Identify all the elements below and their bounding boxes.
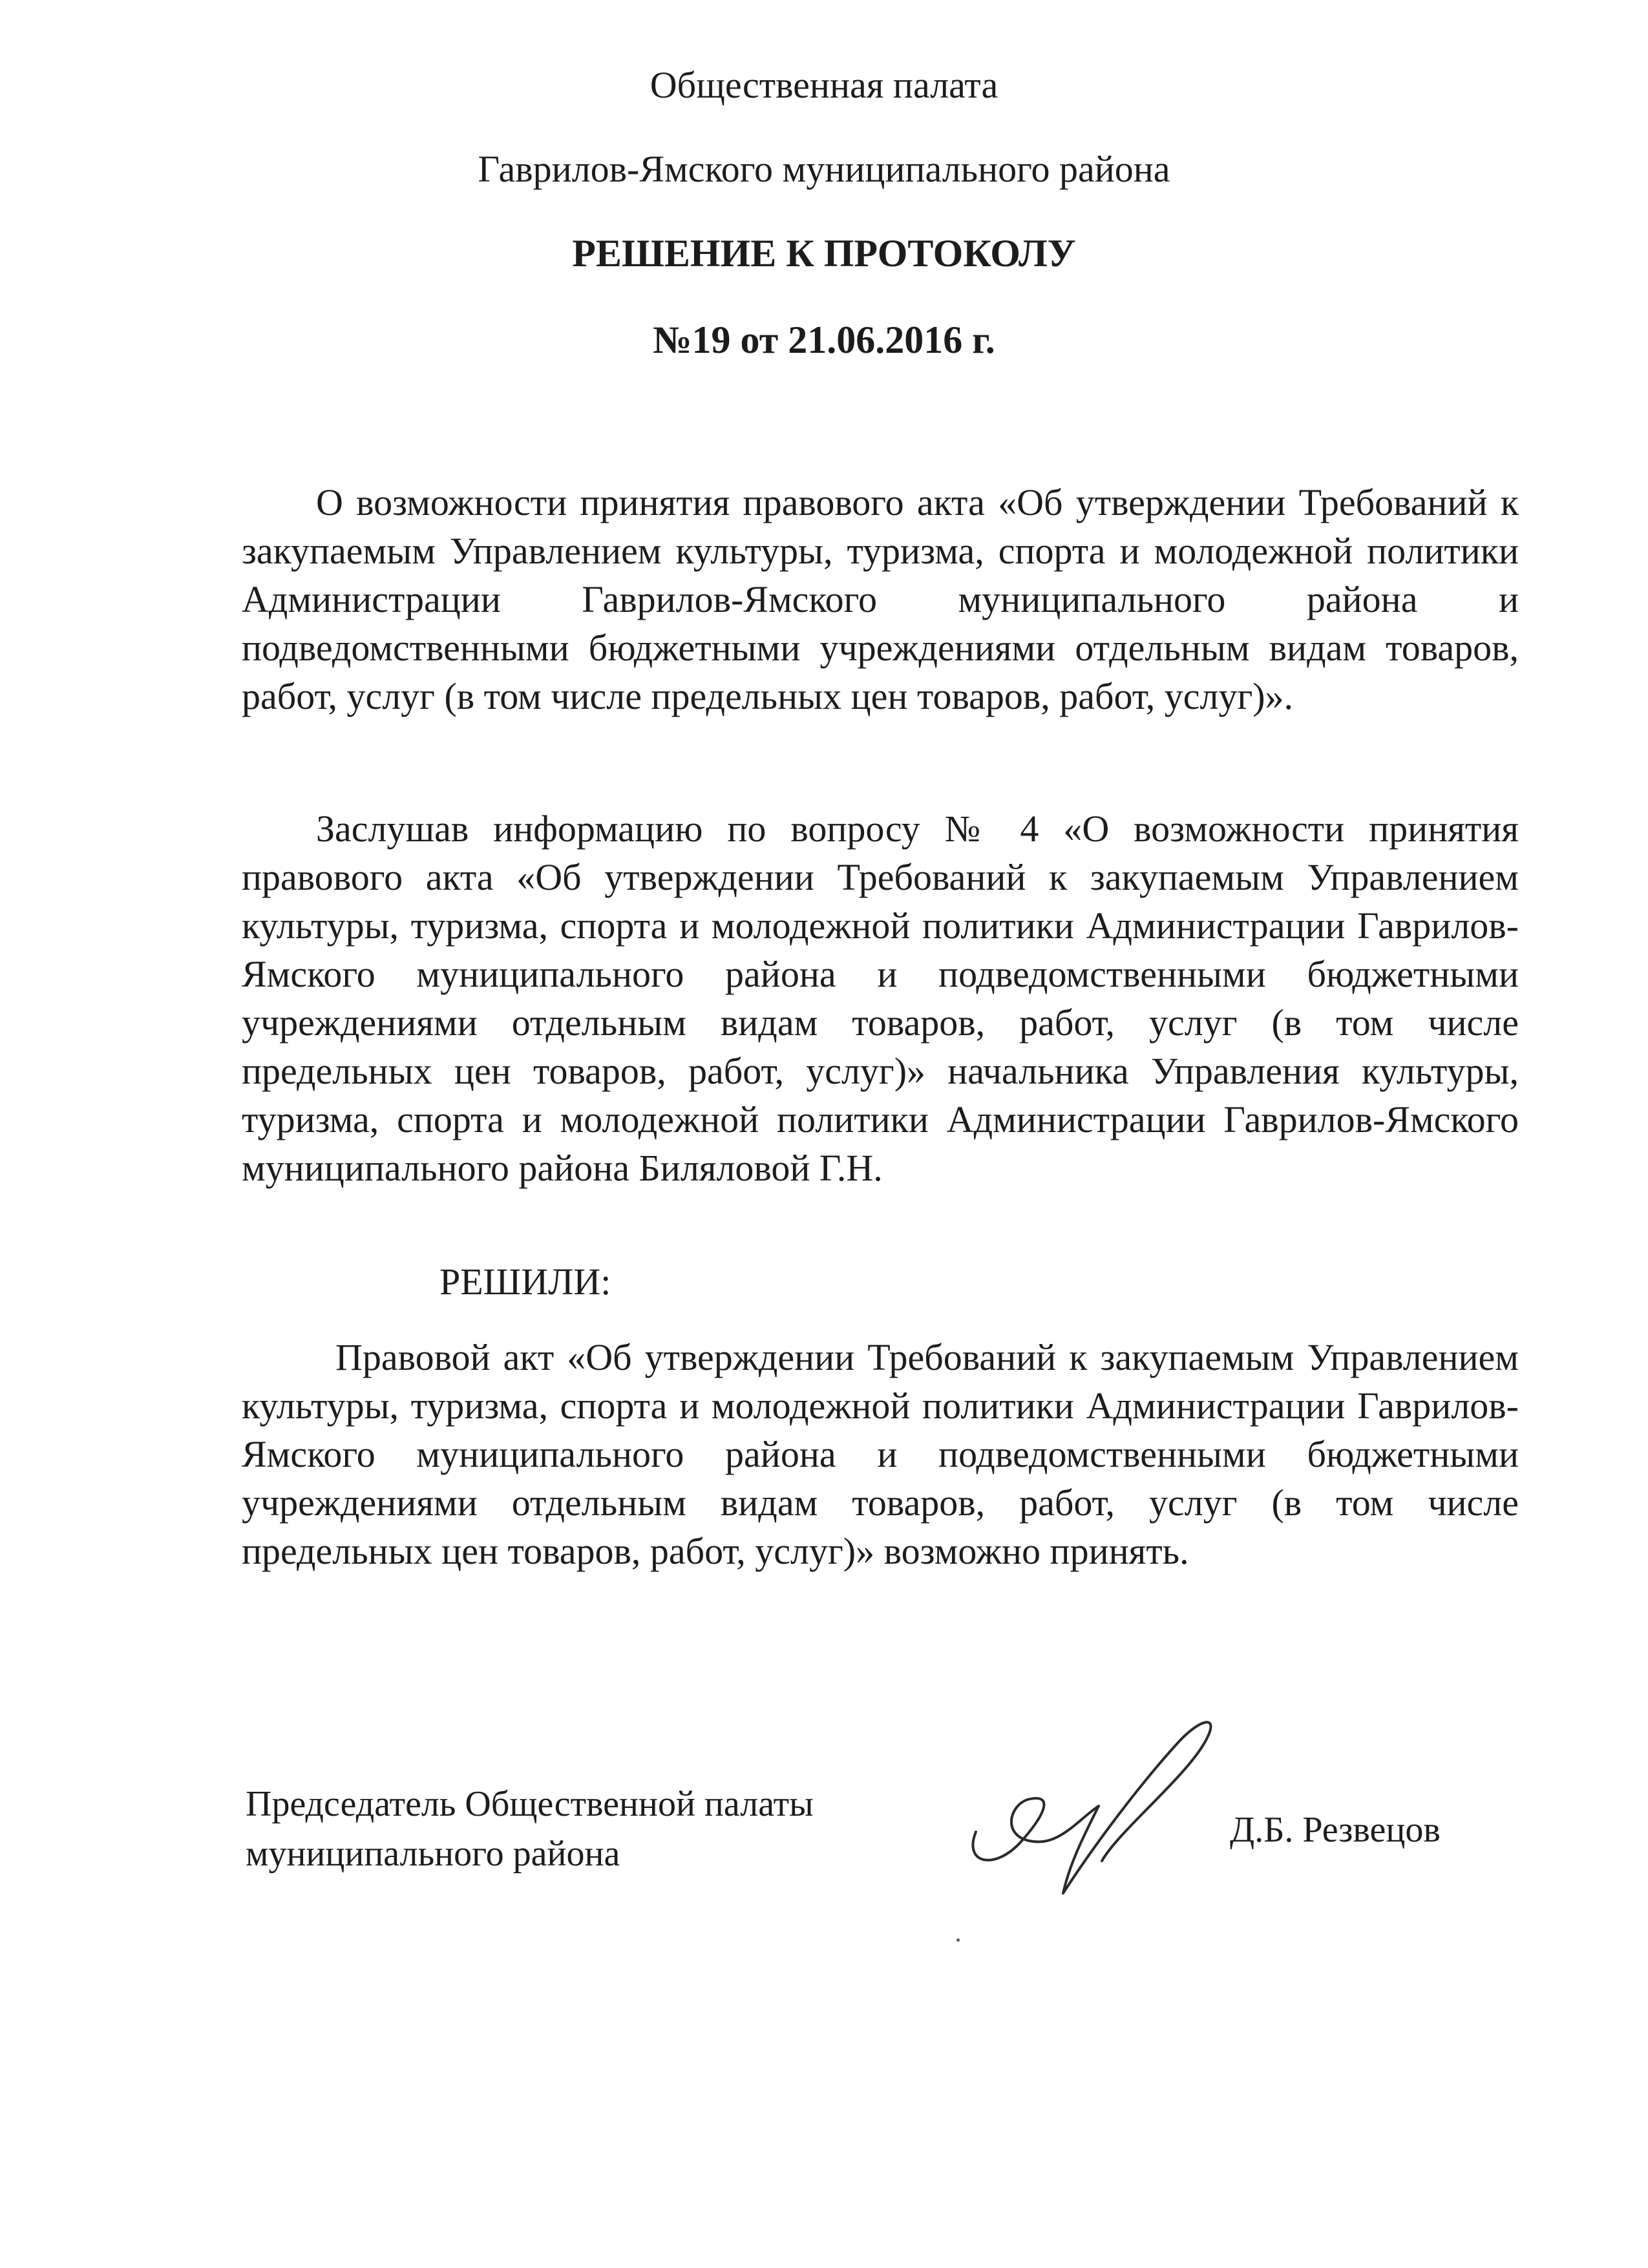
resolved-label: РЕШИЛИ:: [439, 1261, 611, 1303]
document-title: РЕШЕНИЕ К ПРОТОКОЛУ: [572, 232, 1076, 275]
org-name-line1: Общественная палата: [650, 64, 998, 106]
signatory-position-line2: муниципального района: [246, 1834, 620, 1874]
signatory-name: Д.Б. Резвецов: [1230, 1810, 1441, 1850]
resolution-paragraph: Правовой акт «Об утверждении Требований к закупаемым Управлением культуры, туризма, спорта и молодежной политики Администрации Гаврилов-Ямского муниципального района и подведомственными бюджетными учреждениями отдельным видам товаров, работ, услуг (в том числе предельных цен товаров, работ, услуг)» возможно принять.: [242, 1336, 1519, 1572]
signatory-position-line1: Председатель Общественной палаты: [246, 1784, 814, 1824]
org-name-line2: Гаврилов-Ямского муниципального района: [478, 148, 1170, 190]
heard-paragraph: Заслушав информацию по вопросу № 4 «О возможности принятия правового акта «Об утверждении Требований к закупаемым Управлением культуры, туризма, спорта и молодежной политики Администрации Гаврилов-Ямского муниципального района и подведомственными бюджетными учреждениями отдельным видам товаров, работ, услуг (в том числе предельных цен товаров, работ, услуг)» начальника Управления культуры, туризма, спорта и молодежной политики Администрации Гаврилов-Ямского муниципального района Биляловой Г.Н.: [242, 808, 1519, 1189]
signatory-position: [246, 1780, 814, 1879]
topic-paragraph: О возможности принятия правового акта «Об утверждении Требований к закупаемым Управлением культуры, туризма, спорта и молодежной политики Администрации Гаврилов-Ямского муниципального района и подведомственными бюджетными учреждениями отдельным видам товаров, работ, услуг (в том числе предельных цен товаров, работ, услуг)».: [242, 481, 1519, 717]
document-number: №19 от 21.06.2016 г.: [653, 319, 995, 361]
handwritten-signature: [950, 1709, 1260, 1903]
scan-speck: [956, 1938, 960, 1942]
